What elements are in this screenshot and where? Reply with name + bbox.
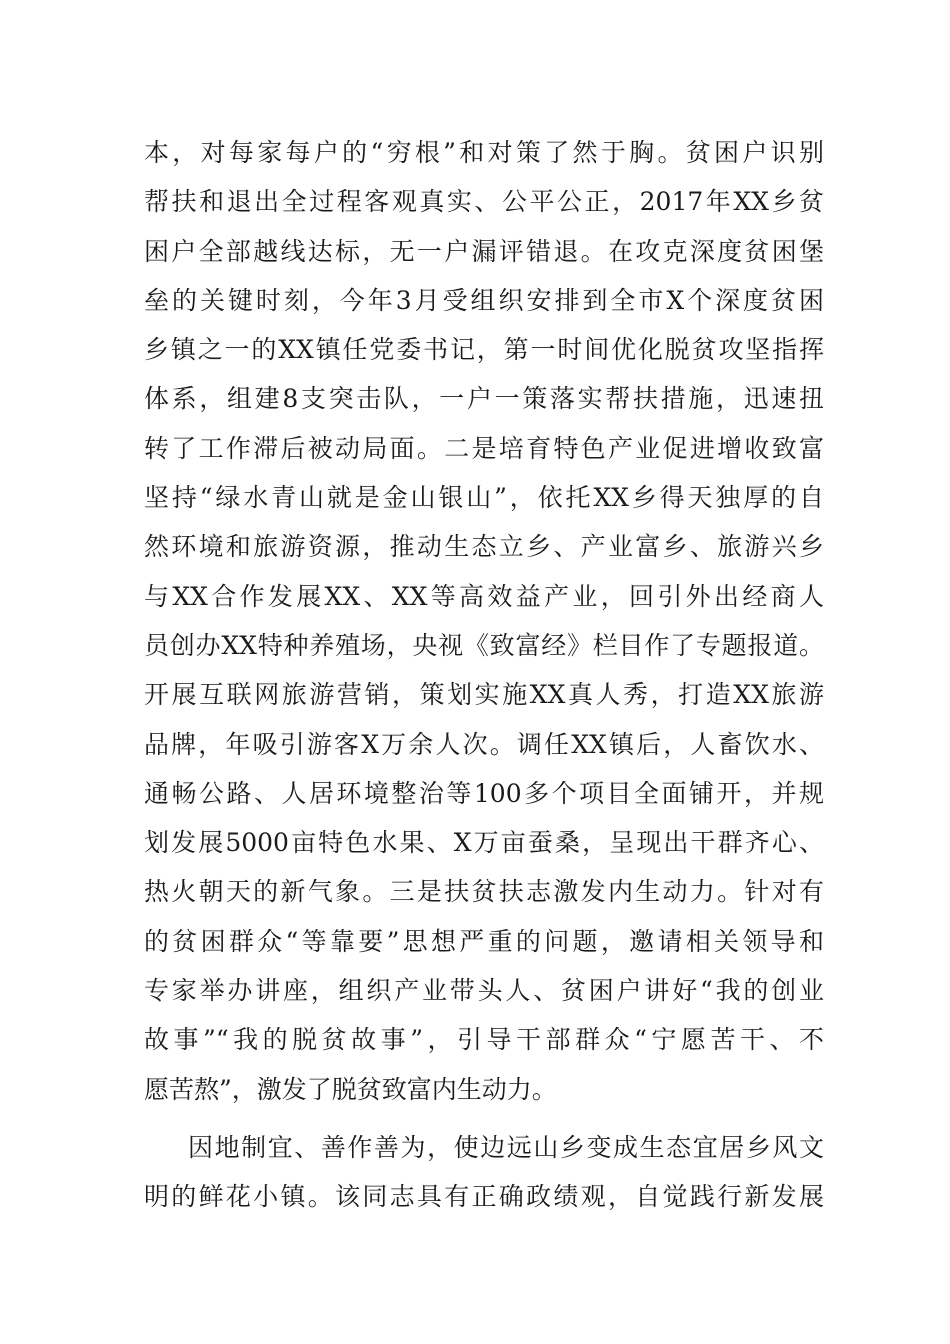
text-line: 垒的关键时刻，今年3月受组织安排到全市X个深度贫困 bbox=[144, 285, 824, 315]
text-line: 因地制宜、善作善为，使边远山乡变成生态宜居乡风文 bbox=[188, 1132, 824, 1162]
text-line: 然环境和旅游资源，推动生态立乡、产业富乡、旅游兴乡 bbox=[144, 532, 824, 562]
text-line: 帮扶和退出全过程客观真实、公平公正，2017年XX乡贫 bbox=[144, 187, 824, 217]
text-line: 坚持“绿水青山就是金山银山”，依托XX乡得天独厚的自 bbox=[144, 483, 824, 513]
paragraph-1 bbox=[144, 128, 824, 1114]
text-line: 划发展5000亩特色水果、X万亩蚕桑，呈现出干群齐心、 bbox=[144, 828, 824, 858]
text-line: 愿苦熬”，激发了脱贫致富内生动力。 bbox=[144, 1074, 557, 1104]
text-line: 热火朝天的新气象。三是扶贫扶志激发内生动力。针对有 bbox=[144, 877, 824, 907]
document-body bbox=[144, 128, 824, 1222]
text-line: 乡镇之一的XX镇任党委书记，第一时间优化脱贫攻坚指挥 bbox=[144, 335, 824, 365]
text-line: 通畅公路、人居环境整治等100多个项目全面铺开，并规 bbox=[144, 778, 824, 808]
text-line: 与XX合作发展XX、XX等高效益产业，回引外出经商人 bbox=[144, 581, 824, 611]
text-line: 的贫困群众“等靠要”思想严重的问题，邀请相关领导和 bbox=[144, 926, 824, 956]
paragraph-spacing bbox=[144, 1114, 824, 1123]
text-line: 开展互联网旅游营销，策划实施XX真人秀，打造XX旅游 bbox=[144, 680, 824, 710]
text-line: 转了工作滞后被动局面。二是培育特色产业促进增收致富 bbox=[144, 433, 824, 463]
text-line: 困户全部越线达标，无一户漏评错退。在攻克深度贫困堡 bbox=[144, 236, 824, 266]
text-line: 故事”“我的脱贫故事”，引导干部群众“宁愿苦干、不 bbox=[144, 1025, 824, 1055]
text-line: 明的鲜花小镇。该同志具有正确政绩观，自觉践行新发展 bbox=[144, 1182, 824, 1212]
text-line: 品牌，年吸引游客X万余人次。调任XX镇后，人畜饮水、 bbox=[144, 729, 824, 759]
text-line: 专家举办讲座，组织产业带头人、贫困户讲好“我的创业 bbox=[144, 976, 824, 1006]
text-line: 员创办XX特种养殖场，央视《致富经》栏目作了专题报道。 bbox=[144, 630, 824, 660]
text-line: 体系，组建8支突击队，一户一策落实帮扶措施，迅速扭 bbox=[144, 384, 824, 414]
paragraph-2 bbox=[144, 1123, 824, 1222]
text-line: 本，对每家每户的“穷根”和对策了然于胸。贫困户识别 bbox=[144, 138, 824, 167]
